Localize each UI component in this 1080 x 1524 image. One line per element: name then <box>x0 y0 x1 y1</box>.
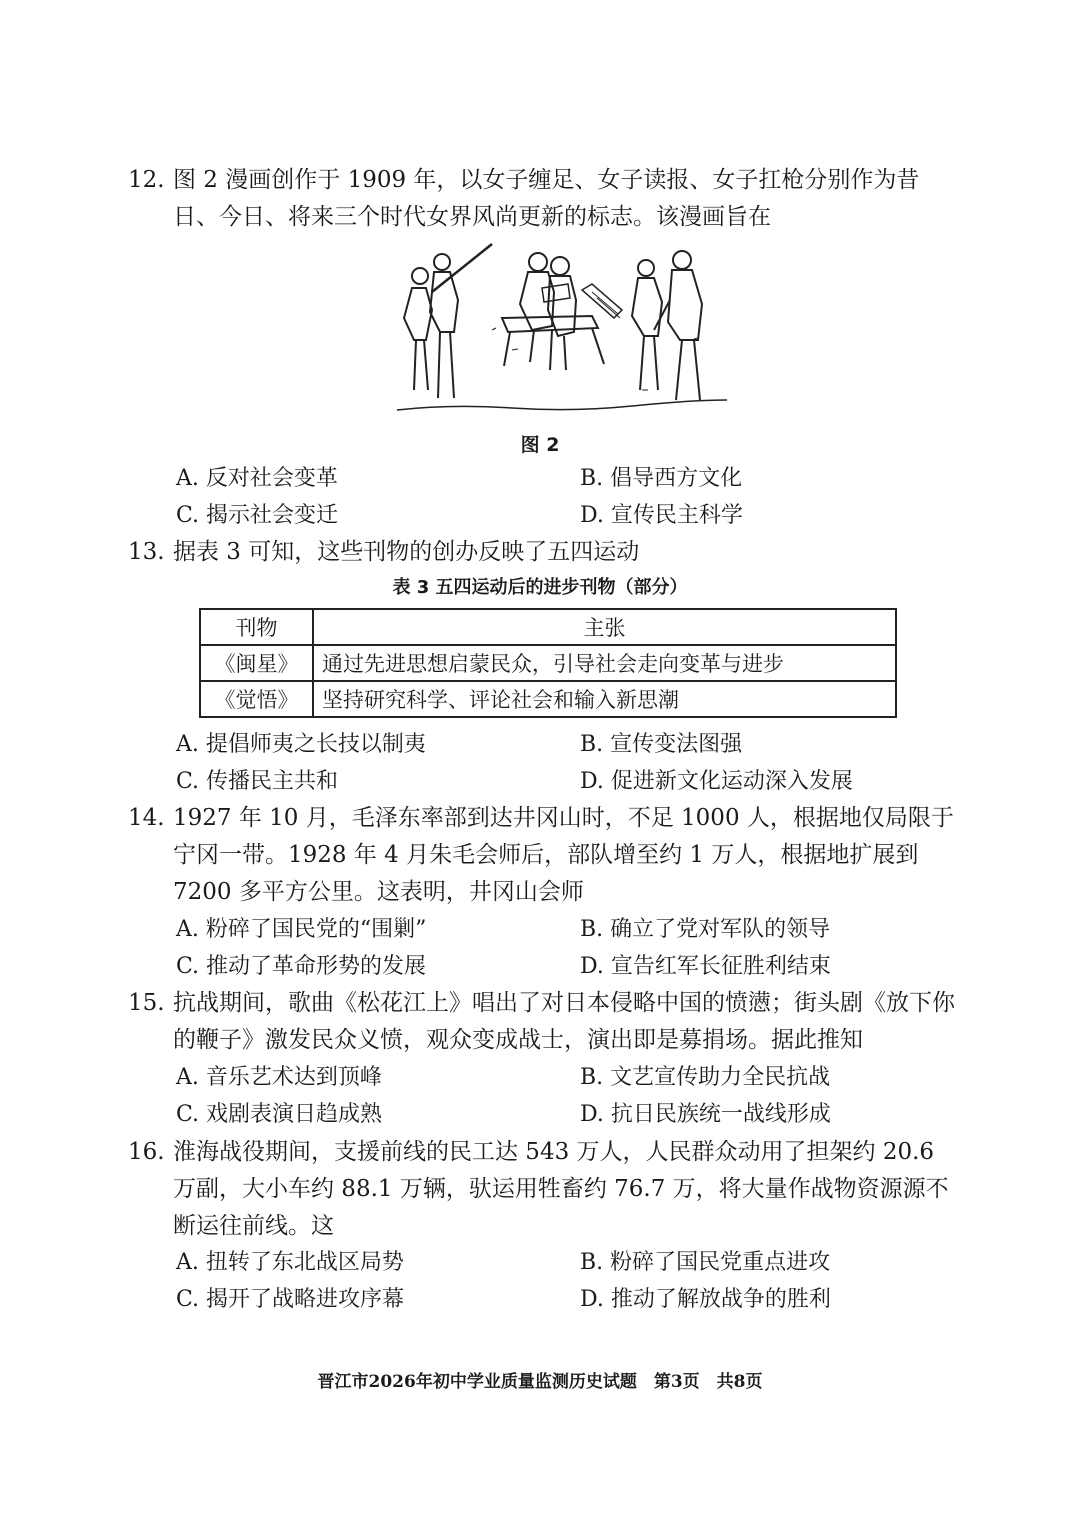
table-cell: 《觉悟》 <box>200 681 313 717</box>
table-row <box>200 645 896 681</box>
table-row <box>200 681 896 717</box>
question-13 <box>128 534 958 571</box>
option-c[interactable]: C. 戏剧表演日趋成熟 <box>176 1102 383 1127</box>
table-header-cell: 刊物 <box>200 609 313 645</box>
option-a[interactable]: A. 粉碎了国民党的“围剿” <box>176 917 427 942</box>
option-b[interactable]: B. 倡导西方文化 <box>580 466 743 491</box>
option-d[interactable]: D. 抗日民族统一战线形成 <box>580 1102 831 1127</box>
option-b[interactable]: B. 宣传变法图强 <box>580 732 743 757</box>
table-cell: 坚持研究科学、评论社会和输入新思潮 <box>313 681 896 717</box>
table-cell: 通过先进思想启蒙民众，引导社会走向变革与进步 <box>313 645 896 681</box>
question-12 <box>128 162 958 236</box>
question-number: 16. <box>128 1139 165 1165</box>
cartoon-figure-2 <box>392 240 730 418</box>
option-a[interactable]: A. 提倡师夷之长技以制夷 <box>176 732 426 757</box>
option-c[interactable]: C. 传播民主共和 <box>176 769 339 794</box>
figure-caption: 图 2 <box>520 434 560 456</box>
option-d[interactable]: D. 推动了解放战争的胜利 <box>580 1287 831 1312</box>
table-header-cell: 主张 <box>313 609 896 645</box>
option-a[interactable]: A. 反对社会变革 <box>176 466 338 491</box>
question-stem: 图 2 漫画创作于 1909 年，以女子缠足、女子读报、女子扛枪分别作为昔日、今日、将来三个时代女界风尚更新的标志。该漫画旨在 <box>173 167 920 230</box>
option-d[interactable]: D. 宣告红军长征胜利结束 <box>580 954 831 979</box>
table-3 <box>199 608 897 718</box>
option-d[interactable]: D. 宣传民主科学 <box>580 503 743 528</box>
table-header-row <box>200 609 896 645</box>
option-b[interactable]: B. 粉碎了国民党重点进攻 <box>580 1250 831 1275</box>
option-b[interactable]: B. 确立了党对军队的领导 <box>580 917 831 942</box>
option-a[interactable]: A. 音乐艺术达到顶峰 <box>176 1065 382 1090</box>
question-16 <box>128 1134 958 1245</box>
question-15 <box>128 985 958 1059</box>
question-number: 13. <box>128 539 165 565</box>
question-number: 12. <box>128 167 165 193</box>
question-stem: 据表 3 可知，这些刊物的创办反映了五四运动 <box>173 539 640 565</box>
option-c[interactable]: C. 揭开了战略进攻序幕 <box>176 1287 405 1312</box>
question-stem: 淮海战役期间，支援前线的民工达 543 万人，人民群众动用了担架约 20.6 万副，大小车约 88.1 万辆，驮运用牲畜约 76.7 万，将大量作战物资源源不断运往前线。这 <box>173 1139 949 1239</box>
table-cell: 《闽星》 <box>200 645 313 681</box>
question-number: 15. <box>128 990 165 1016</box>
option-a[interactable]: A. 扭转了东北战区局势 <box>176 1250 404 1275</box>
question-number: 14. <box>128 805 165 831</box>
question-stem: 1927 年 10 月，毛泽东率部到达井冈山时，不足 1000 人，根据地仅局限于宁冈一带。1928 年 4 月朱毛会师后，部队增至约 1 万人，根据地扩展到 7200 多平方公里。这表明，井冈山会师 <box>173 805 954 905</box>
option-d[interactable]: D. 促进新文化运动深入发展 <box>580 769 853 794</box>
option-c[interactable]: C. 揭示社会变迁 <box>176 503 339 528</box>
table-title: 表 3 五四运动后的进步刊物（部分） <box>392 577 688 598</box>
option-b[interactable]: B. 文艺宣传助力全民抗战 <box>580 1065 831 1090</box>
question-14 <box>128 800 958 911</box>
option-c[interactable]: C. 推动了革命形势的发展 <box>176 954 427 979</box>
page-footer: 晋江市2026年初中学业质量监测历史试题 第3页 共8页 <box>317 1372 763 1392</box>
question-stem: 抗战期间，歌曲《松花江上》唱出了对日本侵略中国的愤懑；街头剧《放下你的鞭子》激发民众义愤，观众变成战士，演出即是募捐场。据此推知 <box>173 990 955 1053</box>
